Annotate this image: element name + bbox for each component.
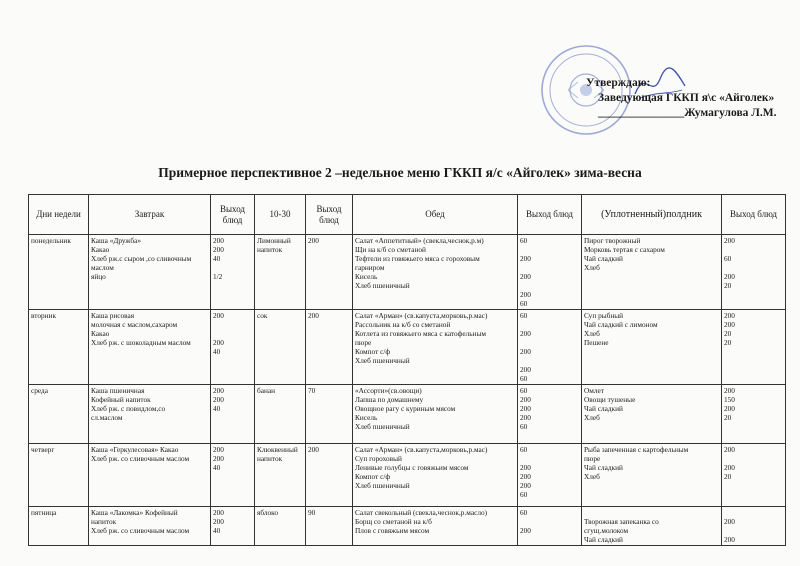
cell-line: 60 xyxy=(520,490,528,499)
cell-line: 200 xyxy=(308,236,319,245)
cell-line: Рыба запеченная с картофельным xyxy=(584,445,689,454)
cell-line: Каша пшеничная xyxy=(91,386,145,395)
snack-cell xyxy=(255,444,306,507)
approval-line-2: Заведующая ГККП я\с «Айголек» xyxy=(598,92,775,104)
cell-line: сок xyxy=(257,311,268,320)
breakfast-cell xyxy=(89,507,211,546)
header-breakfast-out: Выход блюд xyxy=(211,195,255,235)
snack-cell xyxy=(255,235,306,310)
afternoon-out-cell xyxy=(722,310,786,385)
cell-line: 60 xyxy=(724,254,732,263)
cell-line: пятница xyxy=(31,508,57,517)
cell-line: Хлеб xyxy=(584,263,600,272)
cell-line: 20 xyxy=(724,329,732,338)
cell-line: 200 xyxy=(213,445,224,454)
breakfast-cell xyxy=(89,444,211,507)
cell-line xyxy=(213,263,252,272)
cell-line: Лимонный xyxy=(257,236,291,245)
cell-line xyxy=(724,526,783,535)
afternoon-cell xyxy=(582,444,722,507)
cell-line: 200 xyxy=(520,347,531,356)
cell-line: 200 xyxy=(213,311,224,320)
lunch-cell xyxy=(353,385,518,444)
cell-line: Творожная запеканка со xyxy=(584,517,659,526)
cell-line: 200 xyxy=(213,395,224,404)
cell-line: Чай сладкий xyxy=(584,254,623,263)
lunch-out-cell xyxy=(518,310,582,385)
cell-line: понедельник xyxy=(31,236,71,245)
table-row xyxy=(29,444,786,507)
breakfast-cell xyxy=(89,385,211,444)
cell-line xyxy=(520,338,579,347)
cell-line: Хлеб пшеничный xyxy=(355,281,410,290)
afternoon-out-cell xyxy=(722,444,786,507)
header-lunch: Обед xyxy=(353,195,518,235)
breakfast-out-cell xyxy=(211,235,255,310)
cell-line: 40 xyxy=(213,463,221,472)
cell-line: 200 xyxy=(213,236,224,245)
cell-line: 200 xyxy=(520,290,531,299)
cell-line: Салат свекольный (свекла,чеснок,р.масло) xyxy=(355,508,488,517)
cell-line: 60 xyxy=(520,374,528,383)
cell-line: напиток xyxy=(91,517,117,526)
cell-line: 200 xyxy=(724,236,735,245)
afternoon-out-cell xyxy=(722,235,786,310)
cell-line: Кисель xyxy=(355,413,378,422)
breakfast-cell xyxy=(89,310,211,385)
cell-line: 40 xyxy=(213,347,221,356)
cell-line xyxy=(520,320,579,329)
cell-line: Борщ со сметаной на к/б xyxy=(355,517,432,526)
cell-line: Кисель xyxy=(355,272,378,281)
cell-line: молочная с маслом,сахаром xyxy=(91,320,178,329)
approval-line-1: Утверждаю: xyxy=(586,77,651,89)
table-row xyxy=(29,310,786,385)
cell-line: Чай сладкий xyxy=(584,535,623,544)
cell-line: яйцо xyxy=(91,272,106,281)
cell-line: Компот с/ф xyxy=(355,347,391,356)
cell-line: 200 xyxy=(520,254,531,263)
cell-line: 200 xyxy=(520,413,531,422)
cell-line: Лапша по домашнему xyxy=(355,395,424,404)
cell-line: 200 xyxy=(724,517,735,526)
lunch-cell xyxy=(353,507,518,546)
cell-line: 200 xyxy=(308,445,319,454)
cell-line: Пирог творожный xyxy=(584,236,641,245)
snack-out-cell xyxy=(306,385,353,444)
table-row xyxy=(29,507,786,546)
cell-line xyxy=(520,454,579,463)
cell-line: 200 xyxy=(520,365,531,374)
lunch-out-cell xyxy=(518,444,582,507)
breakfast-out-cell xyxy=(211,444,255,507)
cell-line: Морковь тертая с сахаром xyxy=(584,245,665,254)
afternoon-cell xyxy=(582,385,722,444)
afternoon-out-cell xyxy=(722,385,786,444)
cell-line: Щи на к/б со сметаной xyxy=(355,245,426,254)
cell-line: Хлеб xyxy=(584,329,600,338)
table-row xyxy=(29,385,786,444)
day-cell xyxy=(29,444,89,507)
lunch-out-cell xyxy=(518,507,582,546)
lunch-cell xyxy=(353,235,518,310)
cell-line: 60 xyxy=(520,508,528,517)
cell-line: 1/2 xyxy=(213,272,223,281)
cell-line: 200 xyxy=(724,311,735,320)
header-days: Дни недели xyxy=(29,195,89,235)
lunch-out-cell xyxy=(518,235,582,310)
cell-line: Рассольник на к/б со сметаной xyxy=(355,320,451,329)
cell-line: Чай сладкий xyxy=(584,463,623,472)
cell-line: Котлета из говяжьего мяса с катофельным xyxy=(355,329,486,338)
cell-line: Хлеб пшеничный xyxy=(355,422,410,431)
day-cell xyxy=(29,385,89,444)
cell-line: Суп рыбный xyxy=(584,311,624,320)
header-afternoon: (Уплотненный)полдник xyxy=(582,195,722,235)
header-breakfast: Завтрак xyxy=(89,195,211,235)
cell-line: 200 xyxy=(520,472,531,481)
cell-line: «Ассорти»(св.овощи) xyxy=(355,386,422,395)
cell-line: сл.маслом xyxy=(91,413,123,422)
cell-line xyxy=(520,245,579,254)
cell-line: Хлеб xyxy=(584,472,600,481)
cell-line: 200 xyxy=(520,272,531,281)
approval-line-3: _______________Жумагулова Л.М. xyxy=(598,107,777,119)
cell-line: 200 xyxy=(213,245,224,254)
cell-line: 200 xyxy=(520,463,531,472)
cell-line: 200 xyxy=(520,395,531,404)
afternoon-cell xyxy=(582,507,722,546)
cell-line: напиток xyxy=(257,454,283,463)
cell-line: 40 xyxy=(213,404,221,413)
day-cell xyxy=(29,310,89,385)
cell-line: вторник xyxy=(31,311,57,320)
cell-line xyxy=(584,508,719,517)
snack-out-cell xyxy=(306,507,353,546)
cell-line: 200 xyxy=(520,404,531,413)
cell-line: гарниром xyxy=(355,263,385,272)
cell-line: Компот с/ф xyxy=(355,472,391,481)
cell-line xyxy=(520,517,579,526)
cell-line: Омлет xyxy=(584,386,604,395)
header-lunch-out: Выход блюд xyxy=(518,195,582,235)
cell-line: Тефтели из говяжьего мяса с гороховым xyxy=(355,254,480,263)
cell-line: 20 xyxy=(724,338,732,347)
cell-line: Какао xyxy=(91,329,110,338)
breakfast-out-cell xyxy=(211,507,255,546)
cell-line: Ленивые голубцы с говяжьим мясом xyxy=(355,463,469,472)
lunch-cell xyxy=(353,444,518,507)
cell-line: Хлеб рж. со сливочным маслом xyxy=(91,454,190,463)
cell-line: 200 xyxy=(520,329,531,338)
cell-line: 200 xyxy=(213,517,224,526)
cell-line: 70 xyxy=(308,386,316,395)
snack-out-cell xyxy=(306,310,353,385)
cell-line: Каша рисовая xyxy=(91,311,135,320)
breakfast-out-cell xyxy=(211,310,255,385)
cell-line: 200 xyxy=(724,535,735,544)
cell-line xyxy=(724,245,783,254)
cell-line: 60 xyxy=(520,311,528,320)
cell-line: 60 xyxy=(520,445,528,454)
cell-line: банан xyxy=(257,386,275,395)
snack-out-cell xyxy=(306,444,353,507)
cell-line: 60 xyxy=(520,422,528,431)
cell-line: 40 xyxy=(213,526,221,535)
cell-line: Чай сладкий xyxy=(584,404,623,413)
cell-line: Салат «Арман» (св.капуста,морковь,р.мас) xyxy=(355,311,488,320)
cell-line: 90 xyxy=(308,508,316,517)
cell-line: 200 xyxy=(724,320,735,329)
cell-line: 60 xyxy=(520,236,528,245)
cell-line: 60 xyxy=(520,299,528,308)
cell-line: яблоко xyxy=(257,508,278,517)
snack-cell xyxy=(255,310,306,385)
cell-line xyxy=(213,320,252,329)
cell-line: четверг xyxy=(31,445,55,454)
cell-line: Какао xyxy=(91,245,110,254)
day-cell xyxy=(29,235,89,310)
cell-line: 200 xyxy=(213,454,224,463)
cell-line: Плов с говяжьим мясом xyxy=(355,526,430,535)
snack-cell xyxy=(255,507,306,546)
cell-line: Салат «Арман» (св.капуста,морковь,р.мас) xyxy=(355,445,488,454)
menu-table xyxy=(28,194,786,546)
cell-line: Хлеб пшеничный xyxy=(355,481,410,490)
table-row xyxy=(29,235,786,310)
cell-line: 200 xyxy=(724,386,735,395)
cell-line: Овощное рагу с куриным мясом xyxy=(355,404,456,413)
cell-line: Хлеб пшеничный xyxy=(355,356,410,365)
cell-line: сгущ.молоком xyxy=(584,526,629,535)
header-snack: 10-30 xyxy=(255,195,306,235)
cell-line: 200 xyxy=(213,508,224,517)
cell-line: 200 xyxy=(520,526,531,535)
cell-line: Кофейный напиток xyxy=(91,395,151,404)
breakfast-cell xyxy=(89,235,211,310)
day-cell xyxy=(29,507,89,546)
cell-line: Салат «Аппетитный» (свекла,чеснок,р.м) xyxy=(355,236,484,245)
cell-line: Хлеб рж. с повидлом,со xyxy=(91,404,166,413)
cell-line xyxy=(520,281,579,290)
cell-line: Суп гороховый xyxy=(355,454,402,463)
lunch-cell xyxy=(353,310,518,385)
snack-cell xyxy=(255,385,306,444)
cell-line: 20 xyxy=(724,281,732,290)
afternoon-cell xyxy=(582,235,722,310)
header-afternoon-out: Выход блюд xyxy=(722,195,786,235)
cell-line: 60 xyxy=(520,386,528,395)
cell-line: 200 xyxy=(724,463,735,472)
cell-line: Хлеб рж. с шоколадным маслом xyxy=(91,338,191,347)
lunch-out-cell xyxy=(518,385,582,444)
cell-line: Пешене xyxy=(584,338,609,347)
cell-line: 20 xyxy=(724,472,732,481)
cell-line: Каша «Дружба» xyxy=(91,236,141,245)
approval-block xyxy=(548,76,793,121)
snack-out-cell xyxy=(306,235,353,310)
cell-line: Хлеб рж.с сыром ,со сливочным xyxy=(91,254,192,263)
cell-line: пюре xyxy=(355,338,372,347)
cell-line: 200 xyxy=(724,445,735,454)
cell-line: 150 xyxy=(724,395,735,404)
cell-line: Овощи тушеные xyxy=(584,395,636,404)
cell-line: среда xyxy=(31,386,48,395)
cell-line: напиток xyxy=(257,245,283,254)
cell-line: маслом xyxy=(91,263,114,272)
cell-line: Хлеб xyxy=(584,413,600,422)
cell-line: Каша «Лакомка» Кофейный xyxy=(91,508,178,517)
cell-line: Клюквенный xyxy=(257,445,298,454)
afternoon-out-cell xyxy=(722,507,786,546)
cell-line: 200 xyxy=(724,404,735,413)
table-header-row xyxy=(29,195,786,235)
cell-line xyxy=(520,356,579,365)
cell-line: 200 xyxy=(308,311,319,320)
cell-line xyxy=(213,329,252,338)
cell-line: 40 xyxy=(213,254,221,263)
cell-line: Каша «Геркулесовая» Какао xyxy=(91,445,179,454)
cell-line xyxy=(724,263,783,272)
cell-line: Чай сладкий с лимоном xyxy=(584,320,658,329)
cell-line xyxy=(724,454,783,463)
header-snack-out: Выход блюд xyxy=(306,195,353,235)
cell-line: 200 xyxy=(213,338,224,347)
cell-line: 200 xyxy=(724,272,735,281)
breakfast-out-cell xyxy=(211,385,255,444)
document-title: Примерное перспективное 2 –недельное меню ГККП я/с «Айголек» зима-весна xyxy=(158,165,642,180)
afternoon-cell xyxy=(582,310,722,385)
cell-line: 200 xyxy=(520,481,531,490)
cell-line xyxy=(520,263,579,272)
cell-line: 20 xyxy=(724,413,732,422)
cell-line: 200 xyxy=(213,386,224,395)
cell-line xyxy=(724,508,783,517)
cell-line: Хлеб рж. со сливочным маслом xyxy=(91,526,190,535)
cell-line: пюре xyxy=(584,454,601,463)
